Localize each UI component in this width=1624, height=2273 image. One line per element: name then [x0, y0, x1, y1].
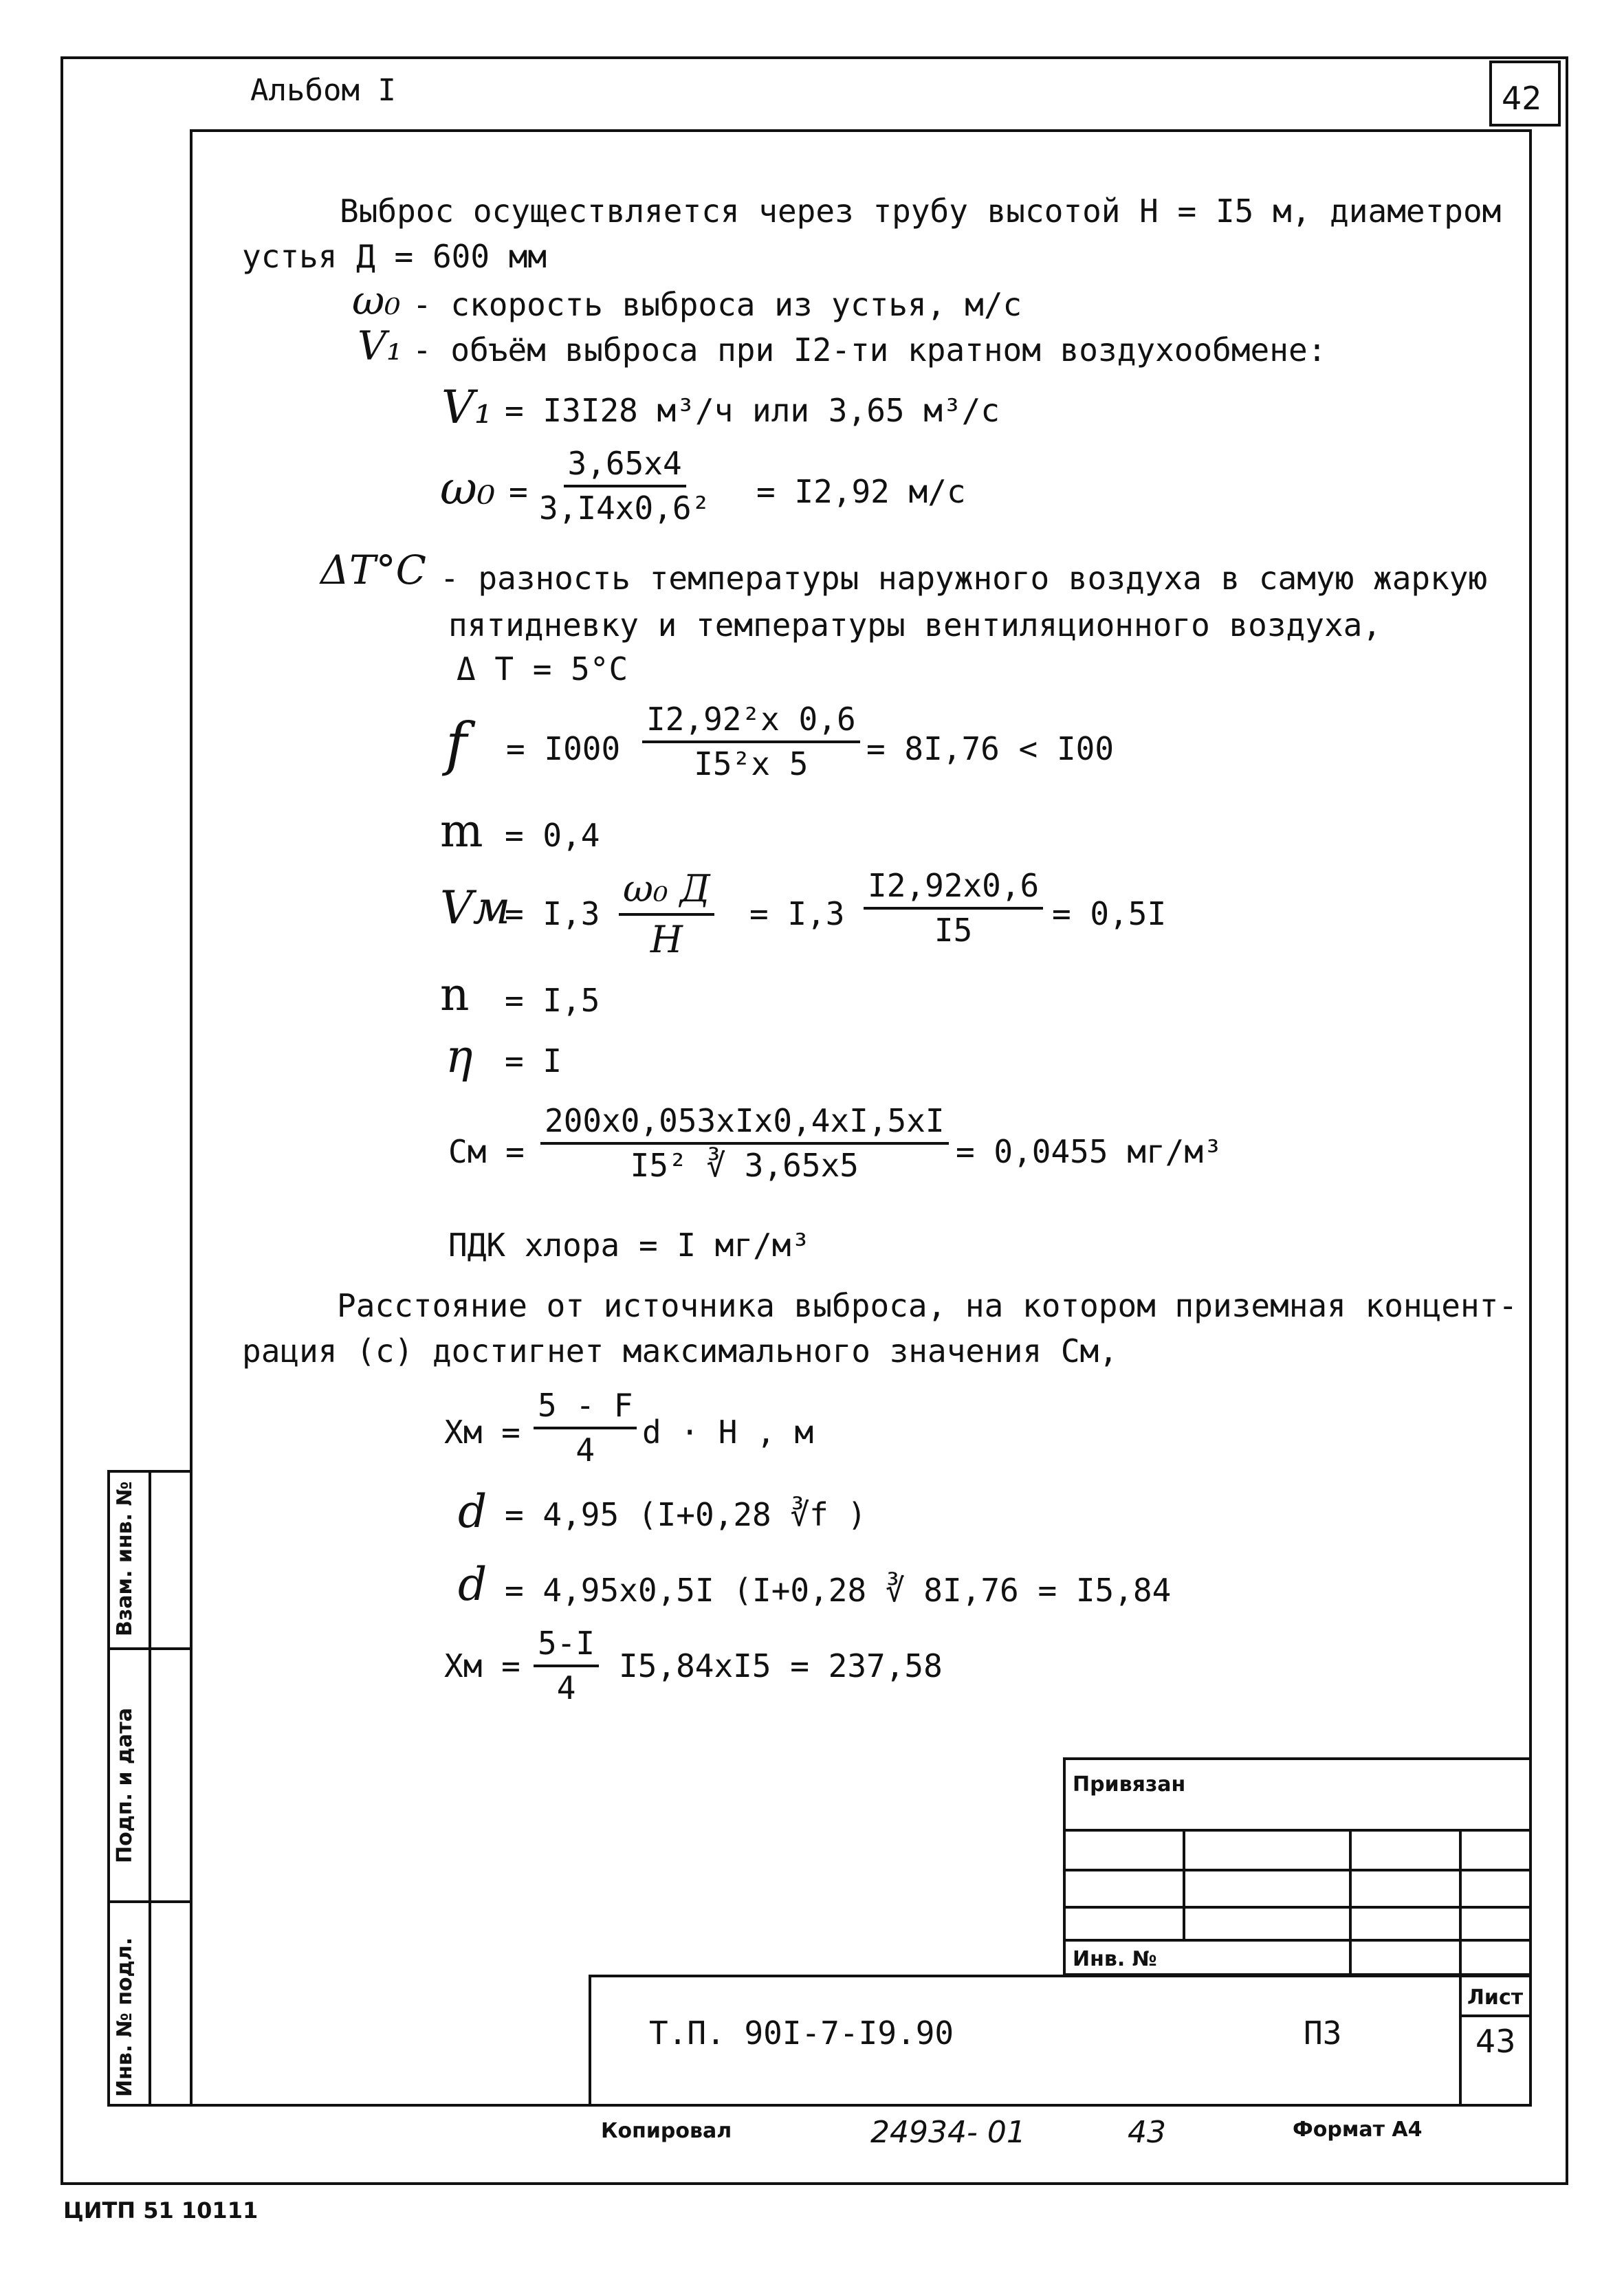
- w0-symbol: ω₀: [352, 277, 401, 324]
- f-eq-result: = 8I,76 < I00: [866, 730, 1115, 767]
- xm1-suffix: d · Н , м: [642, 1414, 814, 1451]
- footer-page: 43: [1128, 2115, 1166, 2150]
- w0-eq-symbol: ω₀: [440, 462, 496, 515]
- intro-line-2: устья Д = 600 мм: [242, 238, 547, 275]
- delta-t-line-1: - разность температуры наружного воздуха в самую жаркую: [440, 560, 1488, 597]
- v1-symbol: V₁: [358, 322, 403, 369]
- vm-numerator-1: ω₀ Д: [619, 868, 714, 916]
- side-stamp-col-divider: [149, 1470, 151, 2107]
- xm2-denominator: 4: [556, 1669, 576, 1706]
- side-label-inv-podl: Инв. № подл.: [113, 1937, 137, 2097]
- d2-symbol: d: [458, 1558, 487, 1611]
- side-stamp-row-1: [107, 1647, 193, 1650]
- xm2-suffix: I5,84хI5 = 237,58: [619, 1647, 943, 1684]
- m-symbol: m: [440, 804, 483, 857]
- cm-fraction: [540, 1103, 949, 1184]
- v1-eq-symbol: V₁: [441, 381, 493, 434]
- delta-t-line-2: пятидневку и температуры вентиляционного воздуха,: [448, 606, 1382, 644]
- n-equation: = I,5: [505, 982, 600, 1019]
- w0-eq-result: = I2,92 м/с: [756, 473, 966, 510]
- n-symbol: n: [440, 968, 470, 1021]
- eta-equation: = I: [505, 1042, 562, 1079]
- xm1-prefix: Хм =: [444, 1414, 520, 1451]
- xm2-numerator: 5-I: [534, 1625, 599, 1667]
- f-numerator: I2,92²х 0,6: [642, 701, 860, 743]
- xm2-prefix: Хм =: [444, 1647, 520, 1684]
- xm1-denominator: 4: [575, 1431, 595, 1469]
- f-fraction: [642, 701, 860, 782]
- distance-line-1: Расстояние от источника выброса, на котором приземная концент-: [337, 1287, 1518, 1324]
- inv-number-label: Инв. №: [1073, 1947, 1157, 1971]
- binding-col-2: [1349, 1829, 1352, 1976]
- org-stamp: ЦИТП 51 10111: [63, 2197, 259, 2223]
- vm-numerator-2: I2,92х0,6: [864, 868, 1043, 910]
- vm-denominator-2: I5: [934, 911, 973, 949]
- side-stamp-row-2: [107, 1900, 193, 1903]
- section-code: ПЗ: [1304, 2014, 1342, 2052]
- side-label-vzam: Взам. инв. №: [113, 1481, 137, 1636]
- w0-numerator: 3,65х4: [564, 446, 686, 487]
- pdk-line: ПДК хлора = I мг/м³: [448, 1227, 811, 1264]
- sheet-number: 43: [1475, 2023, 1516, 2060]
- xm2-fraction: [534, 1625, 599, 1706]
- delta-t-symbol: ΔT°C: [320, 547, 426, 593]
- d1-equation: = 4,95 (I+0,28 ∛f ): [505, 1496, 867, 1533]
- delta-t-equation: Δ Т = 5°С: [457, 650, 628, 688]
- album-title: Альбом I: [250, 73, 396, 108]
- m-equation: = 0,4: [505, 817, 600, 854]
- intro-line-1: Выброс осуществляется через трубу высотой Н = I5 м, диаметром: [340, 193, 1502, 230]
- vm-fraction-1: [619, 868, 714, 961]
- vm-eq-result: = 0,5I: [1052, 895, 1167, 932]
- sheet-label: Лист: [1467, 1986, 1524, 2010]
- vm-denominator-1: Н: [650, 918, 683, 962]
- vm-symbol: Vм: [440, 881, 511, 934]
- cm-eq-prefix: См =: [448, 1133, 525, 1170]
- eta-symbol: η: [446, 1030, 473, 1083]
- w0-fraction: [539, 446, 710, 527]
- corner-page-number: 42: [1502, 80, 1542, 117]
- d2-equation: = 4,95х0,5I (I+0,28 ∛ 8I,76 = I5,84: [505, 1572, 1172, 1609]
- vm-eq-middle: = I,3: [749, 895, 845, 932]
- cm-eq-result: = 0,0455 мг/м³: [956, 1133, 1222, 1170]
- vm-fraction-2: [864, 868, 1043, 949]
- distance-line-2: рация (с) достигнет максимального значения См,: [242, 1332, 1118, 1370]
- side-label-podp: Подп. и дата: [113, 1707, 137, 1863]
- document-code: Т.П. 90I-7-I9.90: [649, 2014, 954, 2052]
- xm1-numerator: 5 - F: [534, 1387, 637, 1429]
- binding-col-1: [1183, 1829, 1185, 1939]
- copied-by-label: Копировал: [601, 2119, 732, 2143]
- cm-denominator: I5² ∛ 3,65х5: [630, 1146, 859, 1184]
- xm1-fraction: [534, 1387, 637, 1469]
- title-block-divider: [1459, 1975, 1462, 2107]
- w0-denominator: 3,I4х0,6²: [539, 489, 711, 527]
- list-cell-divider: [1459, 2014, 1532, 2017]
- d1-symbol: d: [458, 1485, 487, 1538]
- f-eq-prefix: = I000: [506, 730, 621, 767]
- f-denominator: I5²х 5: [694, 745, 809, 782]
- cm-numerator: 200х0,053хIх0,4хI,5хI: [540, 1103, 949, 1145]
- binding-label: Привязан: [1073, 1772, 1186, 1797]
- w0-definition: - скорость выброса из устья, м/с: [413, 286, 1022, 323]
- format-label: Формат А4: [1293, 2118, 1423, 2142]
- v1-equation: = I3I28 м³/ч или 3,65 м³/с: [505, 392, 1000, 429]
- binding-col-3: [1459, 1829, 1462, 1976]
- v1-definition: - объём выброса при I2-ти кратном воздухообмене:: [413, 331, 1327, 369]
- vm-eq-prefix: = I,3: [505, 895, 600, 932]
- w0-eq-equals: =: [509, 473, 528, 510]
- footer-number: 24934- 01: [870, 2115, 1026, 2150]
- f-symbol: f: [446, 710, 468, 778]
